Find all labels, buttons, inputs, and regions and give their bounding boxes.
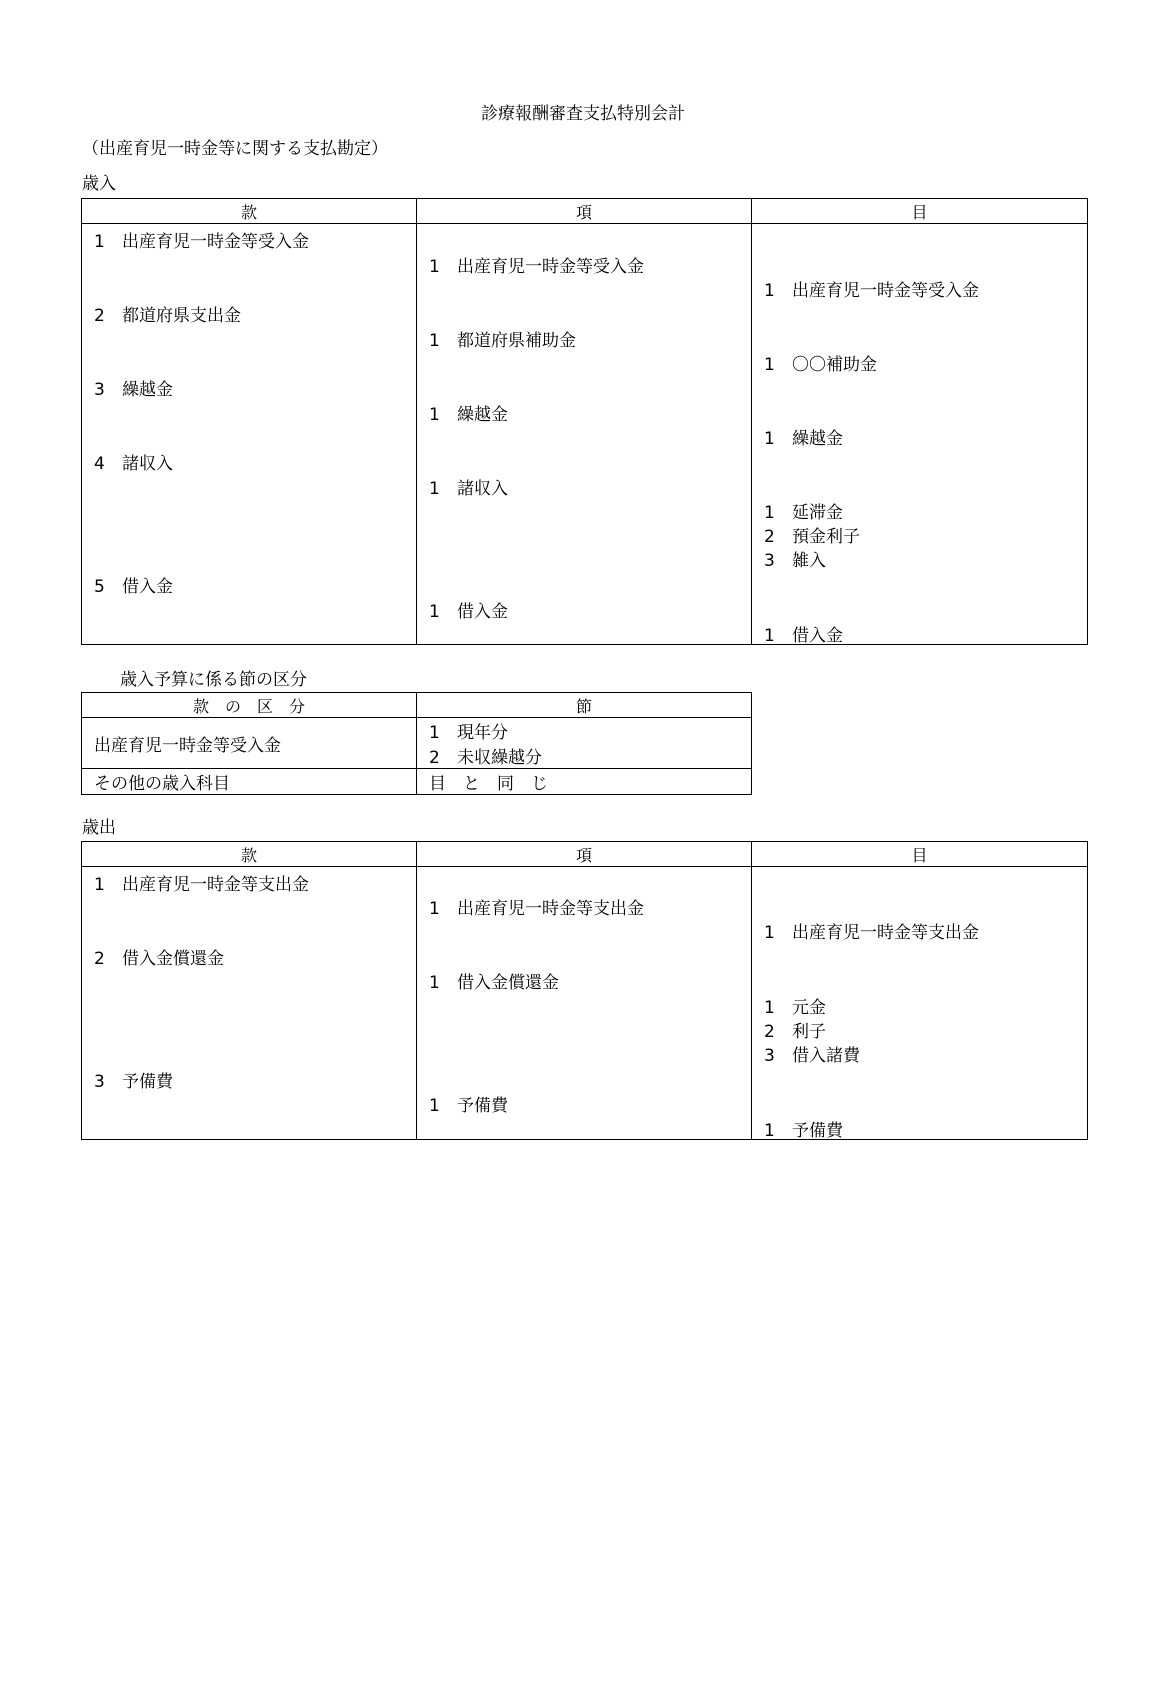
revenue-moku-item: 1 延滞金 [764, 503, 843, 523]
revenue-kou-item: 1 都道府県補助金 [429, 331, 576, 351]
setsu-item: 2 未収繰越分 [429, 748, 542, 768]
expenditure-kou-item: 1 借入金償還金 [429, 973, 559, 993]
setsu-row2-kan: その他の歳入科目 [82, 769, 417, 795]
revenue-header-kou: 項 [417, 199, 752, 224]
expenditure-table [81, 841, 1088, 1140]
revenue-kan-item: 2 都道府県支出金 [94, 306, 241, 326]
setsu-label: 歳入予算に係る節の区分 [120, 670, 307, 690]
revenue-kan-item: 4 諸収入 [94, 454, 173, 474]
setsu-header-kubun: 款 の 区 分 [82, 693, 417, 718]
expenditure-kan-item: 3 予備費 [94, 1072, 173, 1092]
expenditure-kan-item: 2 借入金償還金 [94, 949, 224, 969]
revenue-moku-item: 1 繰越金 [764, 429, 843, 449]
setsu-row2-setsu: 目 と 同 じ [417, 769, 752, 795]
revenue-moku-cell [752, 224, 1088, 645]
setsu-row1-items [417, 718, 752, 769]
expenditure-header-kou: 項 [417, 842, 752, 867]
expenditure-header-kan: 款 [82, 842, 417, 867]
revenue-moku-item: 1 〇〇補助金 [764, 355, 877, 375]
revenue-kan-item: 1 出産育児一時金等受入金 [94, 232, 309, 252]
revenue-kan-item: 3 繰越金 [94, 380, 173, 400]
revenue-moku-item: 2 預金利子 [764, 527, 860, 547]
revenue-moku-item: 1 借入金 [764, 626, 843, 646]
revenue-kou-item: 1 出産育児一時金等受入金 [429, 257, 644, 277]
setsu-row1-kan: 出産育児一時金等受入金 [82, 718, 417, 769]
revenue-kou-item: 1 繰越金 [429, 405, 508, 425]
revenue-kan-item: 5 借入金 [94, 577, 173, 597]
expenditure-header-moku: 目 [752, 842, 1088, 867]
setsu-item: 1 現年分 [429, 723, 508, 743]
setsu-table [81, 692, 752, 795]
revenue-header-kan: 款 [82, 199, 417, 224]
expenditure-moku-item: 1 元金 [764, 998, 826, 1018]
expenditure-kan-item: 1 出産育児一時金等支出金 [94, 875, 309, 895]
revenue-label: 歳入 [82, 174, 116, 194]
document-subtitle: （出産育児一時金等に関する支払勘定） [82, 139, 388, 159]
revenue-table [81, 198, 1088, 645]
expenditure-moku-item: 1 予備費 [764, 1121, 843, 1141]
revenue-moku-item: 3 雑入 [764, 551, 826, 571]
revenue-kou-cell [417, 224, 752, 645]
revenue-kou-item: 1 諸収入 [429, 479, 508, 499]
expenditure-kan-cell [82, 867, 417, 1140]
expenditure-moku-item: 1 出産育児一時金等支出金 [764, 923, 979, 943]
revenue-kou-item: 1 借入金 [429, 602, 508, 622]
revenue-kan-cell [82, 224, 417, 645]
revenue-moku-item: 1 出産育児一時金等受入金 [764, 281, 979, 301]
expenditure-label: 歳出 [82, 818, 116, 838]
revenue-header-moku: 目 [752, 199, 1088, 224]
setsu-header-setsu: 節 [417, 693, 752, 718]
expenditure-kou-item: 1 出産育児一時金等支出金 [429, 899, 644, 919]
expenditure-moku-item: 3 借入諸費 [764, 1046, 860, 1066]
expenditure-moku-item: 2 利子 [764, 1022, 826, 1042]
expenditure-moku-cell [752, 867, 1088, 1140]
document-title: 診療報酬審査支払特別会計 [481, 104, 685, 124]
expenditure-kou-item: 1 予備費 [429, 1096, 508, 1116]
expenditure-kou-cell [417, 867, 752, 1140]
